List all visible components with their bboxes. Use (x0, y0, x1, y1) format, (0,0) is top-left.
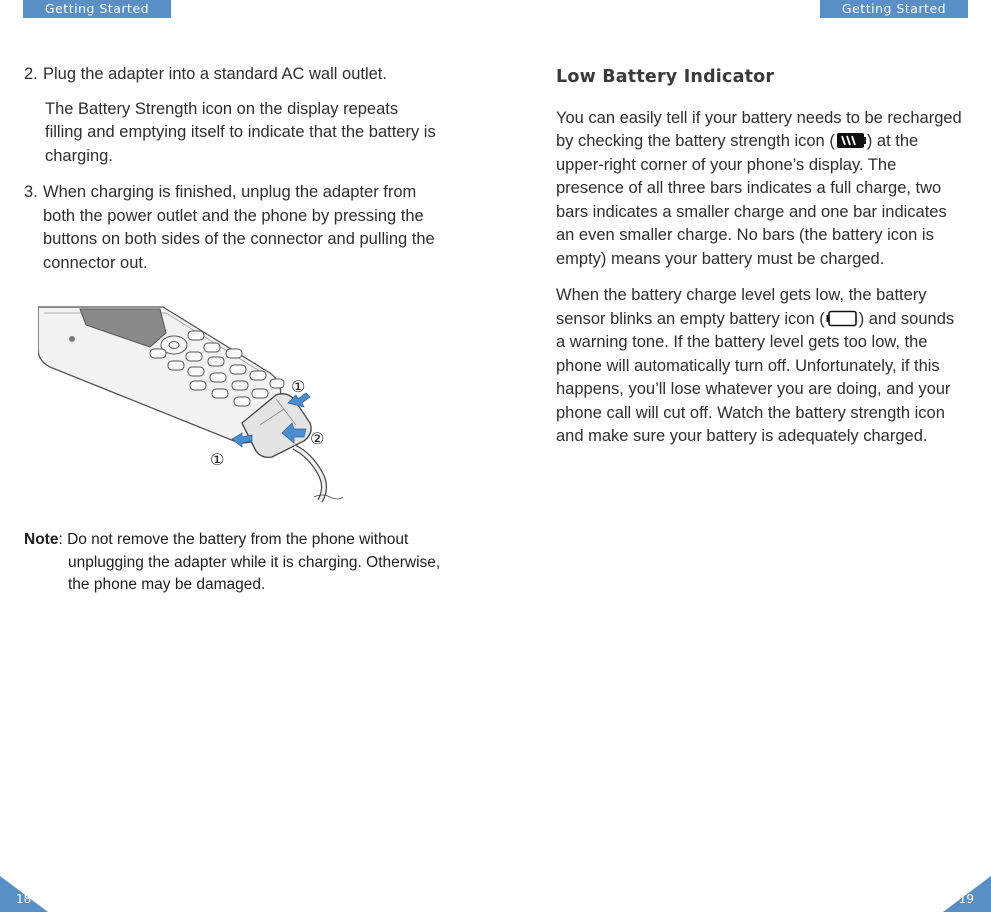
paragraph-2-b: ) and sounds a warning tone. If the battery level gets too low, the phone will automatically turn off. Unfortunately, if this happens, you’ll lose whatever you are doing, and your phone call will cut off. Watch the battery strength icon and make sure your battery is adequately charged. (556, 309, 955, 445)
step-2-text: Plug the adapter into a standard AC wall outlet. (43, 65, 387, 83)
step-2-number: 2. (24, 65, 38, 83)
section-tab-left: Getting Started (23, 0, 171, 18)
paragraph-1 (556, 107, 966, 272)
section-tab-right: Getting Started (820, 0, 968, 18)
step-2-detail: The Battery Strength icon on the display repeats filling and emptying itself to indicate that the battery is charging. (45, 99, 436, 165)
left-page-content (24, 63, 439, 275)
callout-1-bottom: ① (210, 450, 225, 469)
page-number-right: 19 (958, 892, 974, 906)
paragraph-1-a: You can easily tell if your battery needs to be recharged by checking the battery strength icon ( (556, 108, 962, 150)
note (24, 529, 444, 597)
battery-full-icon (836, 132, 866, 149)
page-number-left: 18 (16, 892, 32, 906)
callout-2: ② (310, 429, 325, 448)
step-3 (24, 181, 439, 275)
paragraph-2 (556, 284, 966, 449)
callout-1-top: ① (291, 377, 306, 396)
step-3-text: When charging is finished, unplug the adapter from both the power outlet and the phone by pressing the buttons on both sides of the connector and pulling the connector out. (43, 183, 435, 272)
section-heading: Low Battery Indicator (556, 67, 775, 87)
phone-charger-illustration (38, 305, 343, 505)
step-2 (24, 63, 439, 87)
paragraph-1-b: ) at the upper-right corner of your phone’s display. The presence of all three bars indicates a full charge, two bars indicates a smaller charge and one bar indicates an even smaller charge. No bars (the battery icon is empty) means your battery must be charged. (556, 132, 947, 268)
note-label: Note (24, 531, 59, 548)
step-3-number: 3. (24, 183, 38, 201)
right-page-content (556, 66, 966, 449)
charger-connector (242, 394, 343, 501)
paragraph-2-a: When the battery charge level gets low, the battery sensor blinks an empty battery icon ( (556, 286, 927, 328)
note-text-line1: : Do not remove the battery from the phone without (58, 531, 409, 548)
battery-empty-icon (826, 310, 858, 327)
note-text-rest: unplugging the adapter while it is charging. Otherwise, the phone may be damaged. (68, 553, 441, 593)
